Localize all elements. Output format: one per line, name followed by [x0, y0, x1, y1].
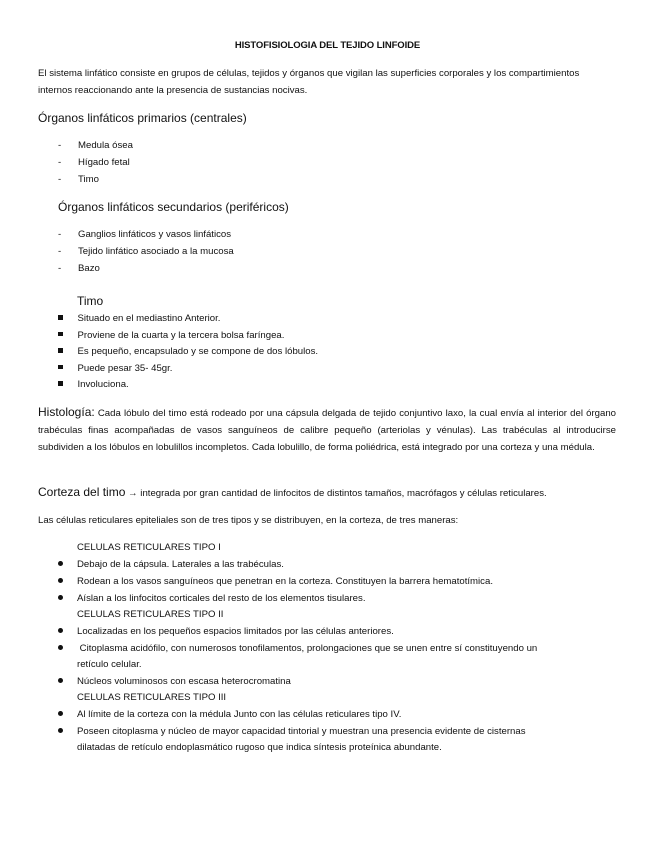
list-item-text: Poseen citoplasma y núcleo de mayor capacidad tintorial y muestran una presencia evidente de cisternas	[77, 726, 526, 737]
list-item	[58, 311, 220, 328]
square-bullet-icon	[58, 332, 63, 337]
dot-bullet-icon	[58, 678, 63, 683]
list-item-text: Proviene de la cuarta y la tercera bolsa faríngea.	[77, 329, 285, 341]
corteza-text: integrada por gran cantidad de linfocitos de distintos tamaños, macrófagos y células reticulares.	[137, 488, 547, 499]
list-item-text: Es pequeño, encapsulado y se compone de dos lóbulos.	[77, 346, 319, 357]
list-item-text: Núcleos voluminosos con escasa heterocromatina	[77, 676, 291, 687]
dot-bullet-icon	[58, 595, 63, 600]
list-item-text: Citoplasma acidófilo, con numerosos tonofilamentos, prolongaciones que se unen entre sí constituyendo un	[77, 643, 538, 654]
corteza-lead: Corteza del timo	[38, 485, 126, 499]
tipo3-heading: CELULAS RETICULARES TIPO III	[77, 692, 227, 703]
dot-bullet-icon	[58, 578, 63, 583]
document-title: HISTOFISIOLOGIA DEL TEJIDO LINFOIDE	[234, 40, 421, 51]
list-item-text: Hígado fetal	[78, 157, 130, 168]
list-item-text: Situado en el mediastino Anterior.	[77, 313, 221, 324]
list-item-text: Timo	[78, 174, 99, 185]
list-item	[58, 590, 618, 607]
list-item	[58, 723, 618, 740]
list-item	[58, 328, 284, 345]
square-bullet-icon	[58, 381, 63, 386]
primarios-heading: Órganos linfáticos primarios (centrales)	[38, 111, 247, 125]
list-item: - Timo	[58, 174, 99, 185]
list-item: - Ganglios linfáticos y vasos linfáticos	[58, 229, 232, 240]
dot-bullet-icon	[58, 711, 63, 716]
arrow-right-icon: →	[128, 488, 138, 499]
list-item-text: Medula ósea	[78, 140, 133, 151]
list-item-text: Al límite de la corteza con la médula Junto con las células reticulares tipo IV.	[77, 709, 402, 720]
tipo1-heading: CELULAS RETICULARES TIPO I	[77, 542, 221, 553]
list-item: - Tejido linfático asociado a la mucosa	[58, 246, 234, 257]
list-item: - Bazo	[58, 263, 100, 274]
list-item-text: Tejido linfático asociado a la mucosa	[78, 246, 234, 257]
histologia-paragraph	[38, 404, 616, 456]
histologia-lead: Histología:	[38, 405, 95, 419]
list-item-text: Debajo de la cápsula. Laterales a las trabéculas.	[77, 559, 284, 570]
list-item: - Medula ósea	[58, 140, 133, 151]
square-bullet-icon	[58, 315, 63, 320]
list-item-text: Rodean a los vasos sanguíneos que penetran en la corteza. Constituyen la barrera hematotímica.	[77, 576, 493, 587]
list-item	[58, 361, 172, 378]
tipo2-heading: CELULAS RETICULARES TIPO II	[77, 609, 224, 620]
list-item-continuation: dilatadas de retículo endoplasmático rugoso que indica síntesis proteínica abundante.	[77, 742, 442, 753]
square-bullet-icon	[58, 348, 63, 353]
list-item-text: Ganglios linfáticos y vasos linfáticos	[78, 229, 232, 240]
list-item-text: Aíslan a los linfocitos corticales del resto de los elementos tisulares.	[77, 593, 366, 604]
list-item	[58, 706, 618, 723]
histologia-text: Cada lóbulo del timo está rodeado por una cápsula delgada de tejido conjuntivo laxo, la cual envía al interior del órgano trabéculas finas acompañadas de vasos sanguíneos de calibre pequeño (arteriolas y vénulas). Las trabéculas al introducirse subdividen a los lóbulos en lobulillos incompletos. Cada lobulillo, de forma poliédrica, está integrado por una corteza y una médula.	[38, 408, 616, 453]
list-item: - Hígado fetal	[58, 157, 130, 168]
list-item-continuation: retículo celular.	[77, 659, 142, 670]
list-item	[58, 377, 129, 394]
timo-heading: Timo	[77, 294, 104, 308]
dot-bullet-icon	[58, 728, 63, 733]
list-item-text: Puede pesar 35- 45gr.	[77, 362, 173, 374]
list-item-text: Localizadas en los pequeños espacios limitados por las células anteriores.	[77, 626, 394, 637]
dot-bullet-icon	[58, 628, 63, 633]
reticulares-intro: Las células reticulares epiteliales son de tres tipos y se distribuyen, en la corteza, de tres maneras:	[38, 515, 459, 526]
list-item	[58, 573, 618, 590]
list-item	[58, 623, 618, 640]
list-item	[58, 556, 618, 573]
list-item-text: Involuciona.	[77, 379, 129, 390]
secundarios-heading: Órganos linfáticos secundarios (periféricos)	[58, 200, 289, 214]
dot-bullet-icon	[58, 645, 63, 650]
dot-bullet-icon	[58, 561, 63, 566]
intro-paragraph: El sistema linfático consiste en grupos de células, tejidos y órganos que vigilan las superficies corporales y los compartimientos internos reaccionando ante la presencia de sustancias nocivas.	[38, 68, 580, 96]
square-bullet-icon	[58, 365, 63, 370]
list-item-text: Bazo	[78, 263, 100, 274]
list-item	[58, 673, 618, 690]
list-item	[58, 344, 318, 361]
list-item	[58, 640, 618, 657]
corteza-paragraph	[38, 484, 616, 502]
